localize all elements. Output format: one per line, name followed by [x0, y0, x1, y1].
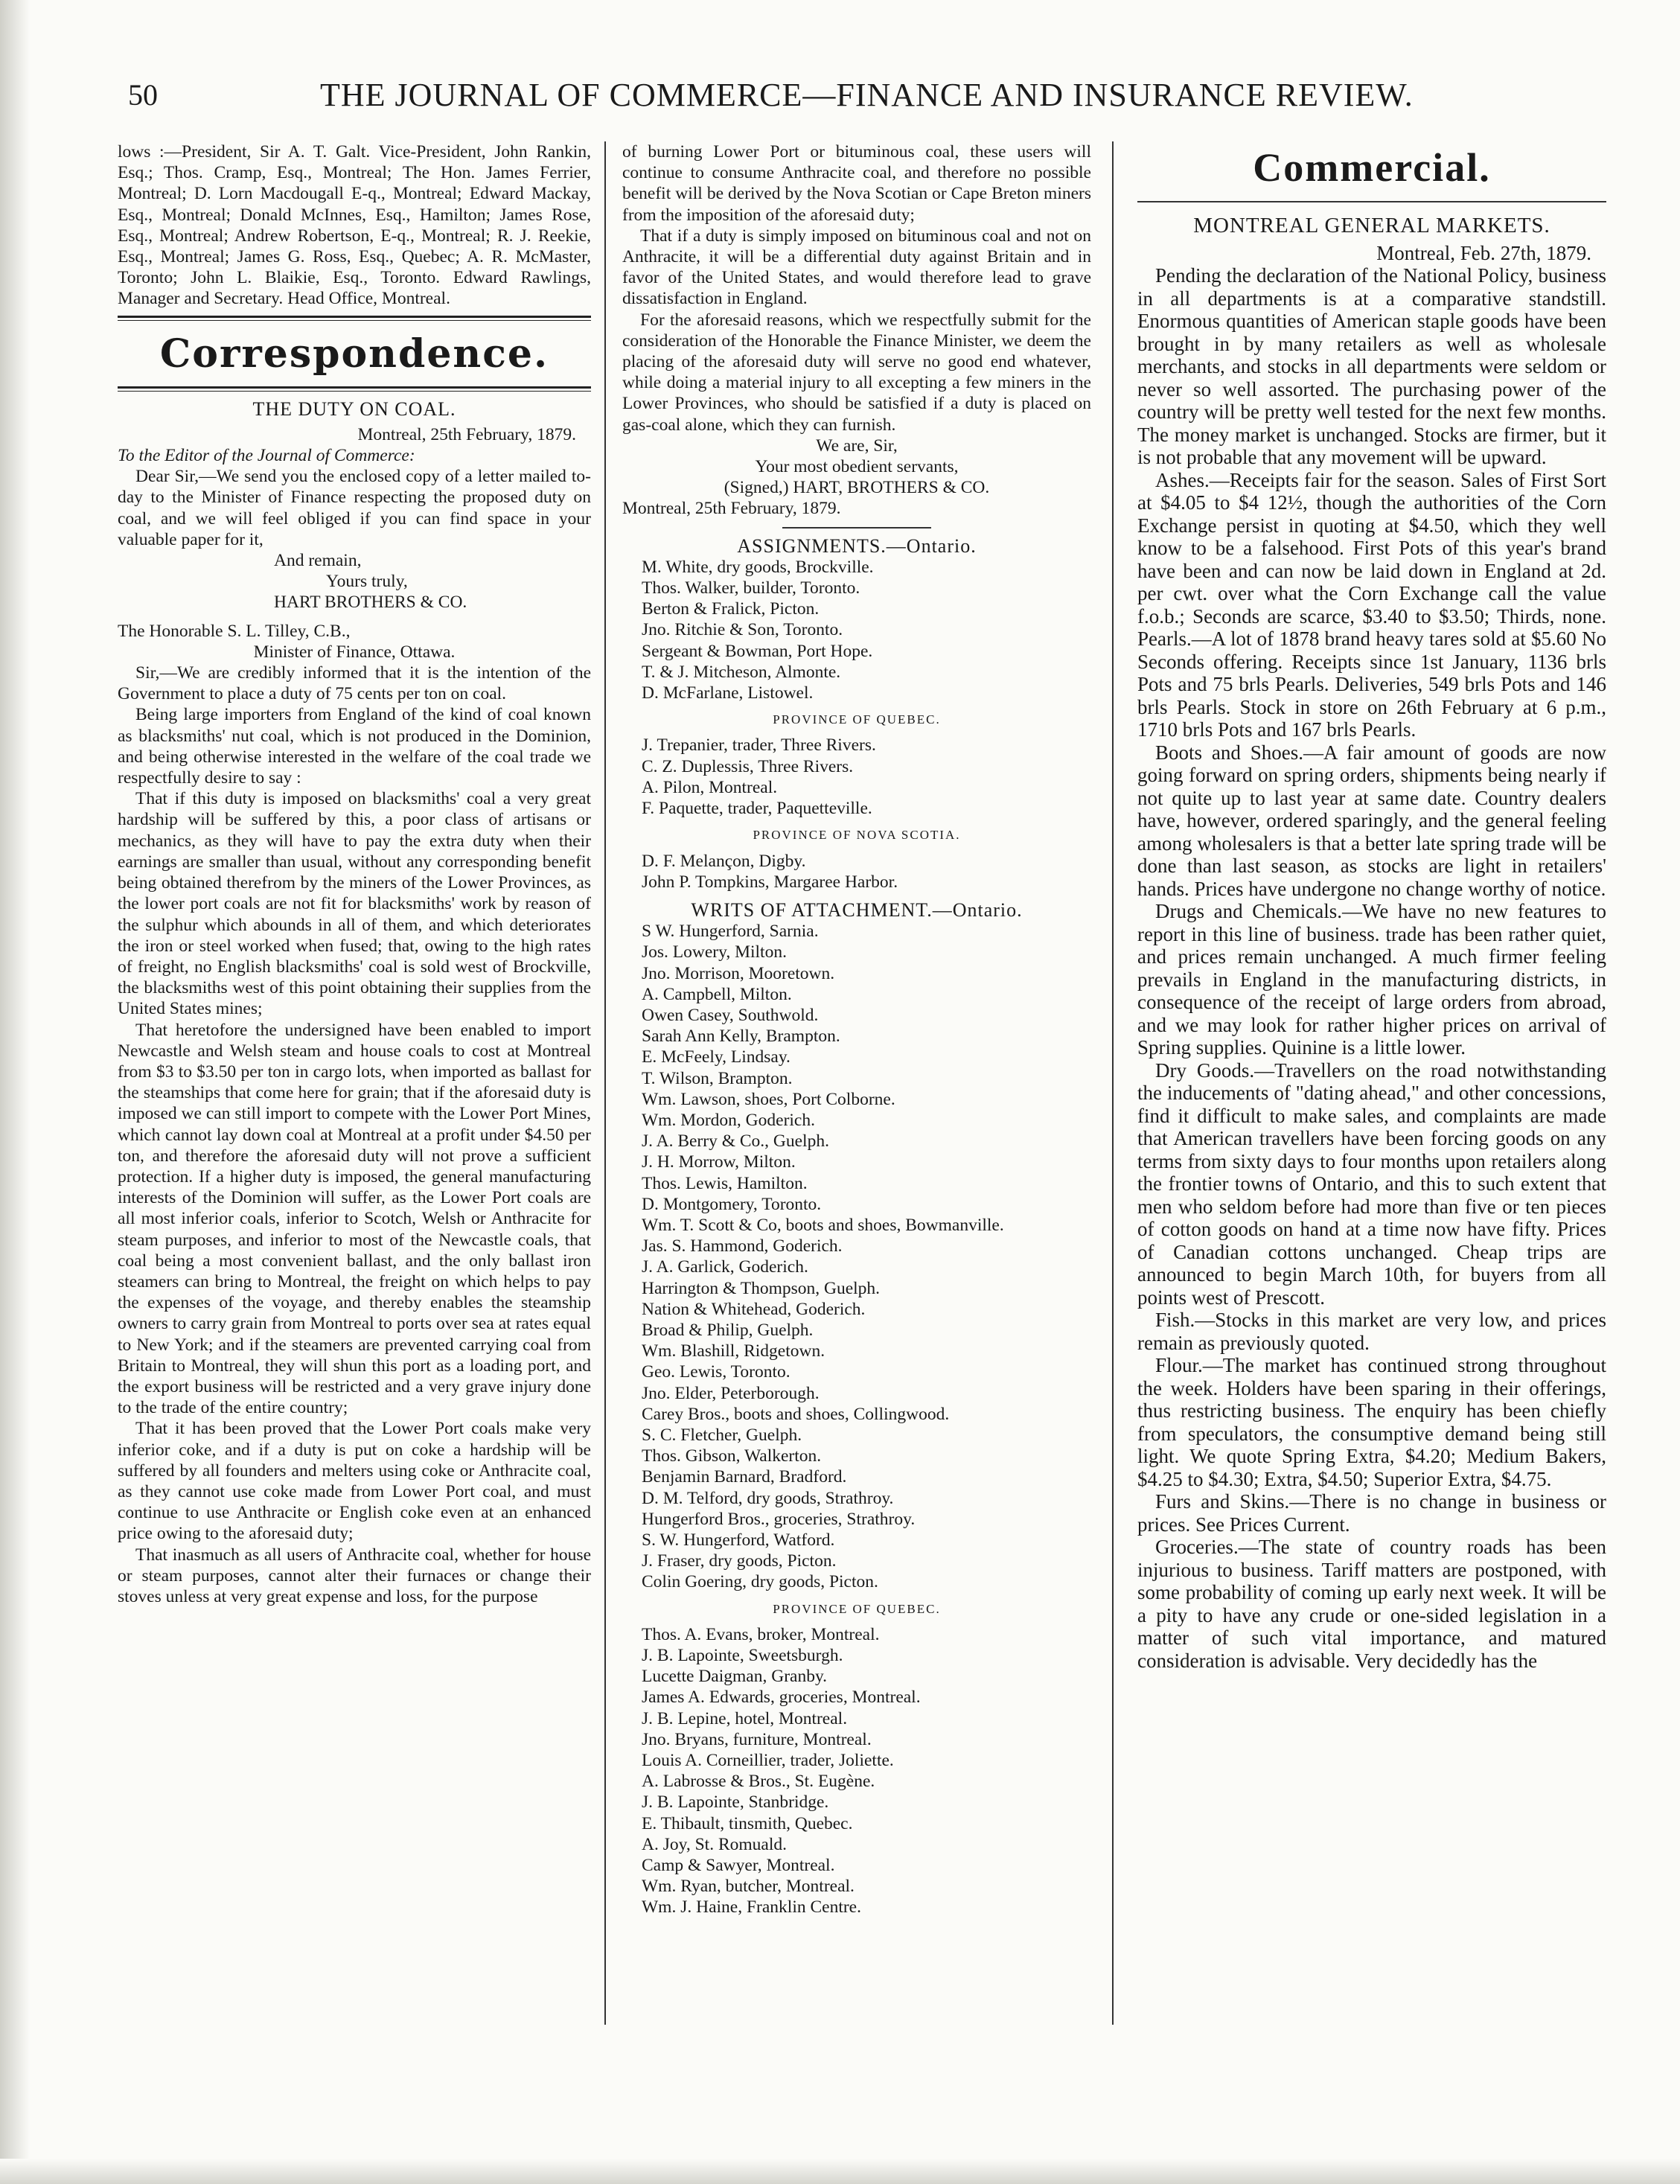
list-item: Colin Goering, dry goods, Picton.: [642, 1572, 878, 1592]
page-number: 50: [128, 78, 158, 112]
writs-ontario-list: [622, 921, 1091, 1593]
section-rule: [118, 386, 591, 392]
scan-edge-bottom: [0, 2159, 1680, 2184]
journal-title: THE JOURNAL OF COMMERCE—FINANCE AND INSURANCE REVIEW.: [320, 77, 1414, 113]
list-item: S. C. Fletcher, Guelph.: [642, 1425, 802, 1445]
letter-yours: Yours truly,: [326, 572, 408, 592]
list-item: Broad & Philip, Guelph.: [642, 1320, 814, 1340]
column-divider: [1112, 141, 1114, 2025]
list-item: Jas. S. Hammond, Goderich.: [642, 1236, 843, 1257]
letter-sender: HART BROTHERS & CO.: [274, 593, 467, 613]
letter-sign-date: Montreal, 25th February, 1879.: [622, 499, 841, 519]
list-item: A. Pilon, Montreal.: [642, 777, 778, 797]
list-item: Owen Casey, Southwold.: [642, 1005, 819, 1025]
column-right: [1137, 141, 1606, 2047]
list-item: Geo. Lewis, Toronto.: [642, 1362, 791, 1382]
list-item: T. & J. Mitcheson, Almonte.: [642, 662, 841, 682]
list-item: Louis A. Corneillier, trader, Joliette.: [642, 1751, 894, 1771]
list-item: J. B. Lapointe, Stanbridge.: [642, 1792, 829, 1813]
commercial-masthead: Commercial.: [1253, 145, 1491, 190]
market-paragraph: Fish.—Stocks in this market are very low, and prices remain as previously quoted.: [1137, 1309, 1606, 1354]
list-item: Camp & Sawyer, Montreal.: [642, 1856, 835, 1876]
letter-paragraph: That inasmuch as all users of Anthracite coal, whether for house or steam purposes, cannot alter their furnaces or change their stoves unless at very great expense and loss, for the purpose: [118, 1545, 591, 1606]
letter-paragraph: That it has been proved that the Lower Port coals make very inferior coke, and if a duty is put on coke a hardship will be suffered by all founders and melters using coke or Anthracite coal, as they cannot use coke made from Lower Port coal, and must continue to use Anthracite or English coke even at an enhanced price owing to the aforesaid duty;: [118, 1419, 591, 1544]
article-title: THE DUTY ON COAL.: [252, 397, 456, 420]
list-item: E. McFeely, Lindsay.: [642, 1047, 791, 1067]
officers-list: lows :—President, Sir A. T. Galt. Vice-President, John Rankin, Esq.; Thos. Cramp, Esq., Montreal; The Hon. James Ferrier, Montreal; D. Lorn Macdougall E-q., Montreal; Edward Mackay, Esq., Montreal; Donald McInnes, Esq., Hamilton; James Rose, Esq., Montreal; Andrew Robertson, E-q., Montreal; R. J. Reekie, Esq., Montreal; James G. Ross, Esq., Quebec; A. R. McMaster, Toronto; John L. Blaikie, Esq., Toronto. Edward Rawlings, Manager and Secretary. Head Office, Montreal.: [118, 142, 591, 309]
page-header: [119, 73, 1556, 125]
list-item: C. Z. Duplessis, Three Rivers.: [642, 756, 854, 776]
column-left: [118, 141, 591, 2047]
province-heading: PROVINCE OF QUEBEC.: [773, 712, 941, 727]
list-item: J. A. Garlick, Goderich.: [642, 1257, 808, 1277]
letter-remain: And remain,: [274, 551, 362, 571]
letter-paragraph: Sir,—We are credibly informed that it is the intention of the Government to place a duty of 75 cents per ton on coal.: [118, 663, 591, 704]
assignments-nova-scotia-list: [622, 851, 1091, 893]
addressee: The Honorable S. L. Tilley, C.B.,: [118, 621, 351, 641]
list-item: Wm. J. Haine, Franklin Centre.: [642, 1897, 861, 1918]
list-item: J. B. Lepine, hotel, Montreal.: [642, 1708, 848, 1728]
list-item: Jos. Lowery, Milton.: [642, 942, 787, 962]
list-item: Nation & Whitehead, Goderich.: [642, 1299, 866, 1319]
list-item: A. Labrosse & Bros., St. Eugène.: [642, 1772, 875, 1792]
letter-signed: (Signed,) HART, BROTHERS & CO.: [724, 478, 990, 498]
market-paragraph: Furs and Skins.—There is no change in business or prices. See Prices Current.: [1137, 1490, 1606, 1536]
letter-paragraph: That heretofore the undersigned have been enabled to import Newcastle and Welsh steam and house coals to cost at Montreal from $3 to $3.50 per ton in cargo lots, when imported as ballast for the steamships that come here for grain; that if the aforesaid duty is imposed we can still import to compete with the Lower Port Mines, which cannot lay down coal at Montreal at a profit under $4.50 per ton, and therefore the aforesaid duty will not prove a sufficient protection. If a higher duty is imposed, the general manufacturing interests of the Dominion will suffer, as the Lower Port coals are all most inferior coals, inferior to Scotch, Welsh or Anthracite for steam purposes, and inferior to most of the Newcastle coals, that coal being a most convenient ballast, and the only ballast iron steamers can bring to Montreal, the freight on which helps to pay the expenses of the voyage, and thereby enables the steamship owners to carry grain from Montreal to ports over sea at rates equal to New York; and if the steamers are prevented carrying coal from Britain to Montreal, they will shun this port as a loading port, and the export business will be restricted and a very grave injury done to the trade of the entire country;: [118, 1020, 591, 1418]
section-rule: [118, 316, 591, 321]
letter-paragraph: of burning Lower Port or bituminous coal, these users will continue to consume Anthracite coal, and therefore no possible benefit will be derived by the Nova Scotian or Cape Breton miners from the imposition of the aforesaid duty;: [622, 142, 1091, 225]
list-item: Carey Bros., boots and shoes, Collingwood.: [642, 1404, 950, 1424]
market-paragraph: Flour.—The market has continued strong throughout the week. Holders have been sparing in their offerings, thus restricting business. The enquiry has been chiefly from speculators, the consumptive demand being still light. We quote Spring Extra, $4.20; Medium Bakers, $4.25 to $4.30; Extra, $4.50; Superior Extra, $4.75.: [1137, 1354, 1606, 1490]
section-rule: [782, 527, 931, 529]
list-item: A. Campbell, Milton.: [642, 984, 792, 1004]
addressee-title: Minister of Finance, Ottawa.: [253, 642, 456, 662]
list-item: D. McFarlane, Listowel.: [642, 683, 814, 703]
letter-paragraph: Being large importers from England of the kind of coal known as blacksmiths' nut coal, which is not produced in the Dominion, and being otherwise interested in the welfare of the coal trade we respectfully desire to say :: [118, 705, 591, 788]
list-item: T. Wilson, Brampton.: [642, 1068, 793, 1088]
markets-headline: MONTREAL GENERAL MARKETS.: [1193, 214, 1550, 237]
province-heading: PROVINCE OF NOVA SCOTIA.: [753, 828, 961, 843]
list-item: Thos. A. Evans, broker, Montreal.: [642, 1624, 880, 1644]
list-item: James A. Edwards, groceries, Montreal.: [642, 1688, 921, 1708]
list-item: M. White, dry goods, Brockville.: [642, 557, 874, 577]
list-item: Thos. Walker, builder, Toronto.: [642, 578, 860, 598]
list-item: Wm. Ryan, butcher, Montreal.: [642, 1877, 855, 1897]
list-item: J. Trepanier, trader, Three Rivers.: [642, 735, 876, 756]
article-dateline: Montreal, 25th February, 1879.: [357, 424, 576, 444]
assignments-title: ASSIGNMENTS.—Ontario.: [737, 534, 977, 557]
market-paragraph: Pending the declaration of the National Policy, business in all departments is at a comparative standstill. Enormous quantities of American staple goods have been brought in by many retailers as well as wholesale merchants, and stocks in all departments were seldom or never so well assorted. The purchasing power of the country will be pretty well tested for the next few months. The money market is unchanged. Stocks are firmer, but it is not probable that any movement will be upward.: [1137, 264, 1606, 468]
list-item: John P. Tompkins, Margaree Harbor.: [642, 872, 898, 892]
letter-intro: Dear Sir,—We send you the enclosed copy of a letter mailed to-day to the Minister of Finance respecting the proposed duty on coal, and we will feel obliged if you can find space in your valuable paper for it,: [118, 467, 591, 549]
list-item: Wm. T. Scott & Co, boots and shoes, Bowmanville.: [642, 1215, 1004, 1235]
list-item: S. W. Hungerford, Watford.: [642, 1530, 835, 1550]
section-rule: [1137, 201, 1606, 202]
letter-servants: Your most obedient servants,: [755, 457, 959, 477]
list-item: E. Thibault, tinsmith, Quebec.: [642, 1813, 853, 1833]
list-item: Thos. Lewis, Hamilton.: [642, 1173, 808, 1193]
market-paragraph: Boots and Shoes.—A fair amount of goods are now going forward on spring orders, shipments being nearly if not quite up to last year at same date. Country dealers have, however, ordered sparingly, and the general feeling among wholesalers is that a better late spring trade will be done than last season, as stocks are light in retailers' hands. Prices have undergone no change worthy of notice.: [1137, 741, 1606, 900]
list-item: Jno. Elder, Peterborough.: [642, 1383, 820, 1403]
letter-paragraph: That if a duty is simply imposed on bituminous coal and not on Anthracite, it will be a differential duty against Britain and in favor of the United States, and would therefore lead to grave dissatisfaction in England.: [622, 226, 1091, 309]
market-paragraph: Groceries.—The state of country roads has been injurious to business. Tariff matters are postponed, with some probability of coming up early next week. It will be a pity to have any crude or one-sided legislation in a matter of such vital importance, and matured consideration is advisable. Very decidedly has the: [1137, 1536, 1606, 1672]
letter-paragraph: That if this duty is imposed on blacksmiths' coal a very great hardship will be suffered by this, a poor class of artisans or mechanics, as they will have to pay the extra duty when their earnings are smaller than usual, without any corresponding benefit being obtained therefrom by the miners of the Lower Provinces, as the lower port coals are not fit for blacksmiths' work by reason of the sulphur which abounds in all of them, and which deteriorates the iron or steel worked when fused; that, owing to the high rates of freight, no English blacksmiths' coal is sold west of Brockville, the blacksmiths west of this point obtaining their supplies from the United States mines;: [118, 789, 591, 1019]
list-item: J. A. Berry & Co., Guelph.: [642, 1131, 829, 1152]
list-item: Wm. Lawson, shoes, Port Colborne.: [642, 1089, 895, 1109]
list-item: A. Joy, St. Romuald.: [642, 1834, 787, 1854]
list-item: Sergeant & Bowman, Port Hope.: [642, 641, 873, 661]
list-item: F. Paquette, trader, Paquetteville.: [642, 799, 872, 819]
market-paragraph: Ashes.—Receipts fair for the season. Sales of First Sort at $4.05 to $4 12½, though the authorities of the Corn Exchange persist in quoting at $4.50, which they well know to be a falsehood. First Pots of this year's brand have been and can now be laid down in England at 2d. per cwt. over what the Corn Exchange call the value f.o.b.; Seconds are scarce, $3.40 to $3.50; Thirds, none. Pearls.—A lot of 1878 brand heavy tares sold at $5.60 No Seconds offering. Receipts since 1st January, 1136 brls Pots and 75 brls Pearls. Deliveries, 549 brls Pots and 146 brls Pearls. Stock in store on 26th February at 6 p.m., 1710 brls Pots and 167 brls Pearls.: [1137, 468, 1606, 741]
list-item: Jno. Ritchie & Son, Toronto.: [642, 620, 843, 640]
letter-paragraph: For the aforesaid reasons, which we respectfully submit for the consideration of the Honorable the Finance Minister, we deem the placing of the aforesaid duty will serve no good end whatever, while doing a material injury to all excepting a few miners in the Lower Provinces, who should be satisfied if a duty is placed on gas-coal alone, which they can furnish.: [622, 310, 1091, 435]
assignments-ontario-list: [622, 557, 1091, 703]
market-paragraph: Dry Goods.—Travellers on the road notwithstanding the inducements of "dating ahead," and other concessions, find it difficult to make sales, and complaints are made that American travellers have been forcing goods on any terms from sixty days to four months upon retailers along the frontier towns of Ontario, and this to such extent that men who seldom before had more than five or ten pieces of cotton goods on hand at a time now have fifty. Prices of Canadian cottons unchanged. Cheap trips are announced to begin March 10th, for buyers from all points west of Prescott.: [1137, 1059, 1606, 1309]
list-item: Wm. Blashill, Ridgetown.: [642, 1341, 825, 1361]
list-item: Harrington & Thompson, Guelph.: [642, 1278, 881, 1298]
list-item: S W. Hungerford, Sarnia.: [642, 922, 819, 942]
list-item: J. Fraser, dry goods, Picton.: [642, 1551, 837, 1571]
section-title: Correspondence.: [159, 331, 549, 377]
assignments-quebec-list: [622, 735, 1091, 819]
list-item: Jno. Morrison, Mooretown.: [642, 963, 835, 983]
list-item: Thos. Gibson, Walkerton.: [642, 1446, 822, 1466]
list-item: D. M. Telford, dry goods, Strathroy.: [642, 1488, 894, 1508]
list-item: J. B. Lapointe, Sweetsburgh.: [642, 1646, 843, 1666]
list-item: D. F. Melançon, Digby.: [642, 851, 806, 871]
scan-edge-left: [0, 0, 30, 2184]
list-item: Lucette Daigman, Granby.: [642, 1667, 828, 1687]
list-item: Benjamin Barnard, Bradford.: [642, 1467, 847, 1487]
list-item: D. Montgomery, Toronto.: [642, 1194, 822, 1214]
column-middle: [622, 141, 1091, 2047]
list-item: Hungerford Bros., groceries, Strathroy.: [642, 1509, 916, 1529]
writs-quebec-list: [622, 1624, 1091, 1918]
list-item: Jno. Bryans, furniture, Montreal.: [642, 1729, 872, 1749]
column-divider: [604, 141, 606, 2025]
letter-closing: We are, Sir,: [816, 435, 898, 456]
list-item: Sarah Ann Kelly, Brampton.: [642, 1026, 840, 1047]
writs-title: WRITS OF ATTACHMENT.—Ontario.: [691, 898, 1023, 921]
markets-dateline: Montreal, Feb. 27th, 1879.: [1376, 241, 1591, 264]
list-item: Wm. Mordon, Goderich.: [642, 1110, 815, 1130]
market-paragraph: Drugs and Chemicals.—We have no new features to report in this line of business. trade has been rather quiet, and prices remain unchanged. A much firmer feeling prevails in England in the manufacturing districts, in consequence of the receipt of large orders from abroad, and we may look for rather higher prices on arrival of Spring supplies. Quinine is a little lower.: [1137, 900, 1606, 1059]
province-heading: PROVINCE OF QUEBEC.: [773, 1601, 941, 1616]
list-item: Berton & Fralick, Picton.: [642, 599, 820, 619]
list-item: J. H. Morrow, Milton.: [642, 1152, 796, 1172]
to-editor: To the Editor of the Journal of Commerce:: [118, 446, 415, 466]
